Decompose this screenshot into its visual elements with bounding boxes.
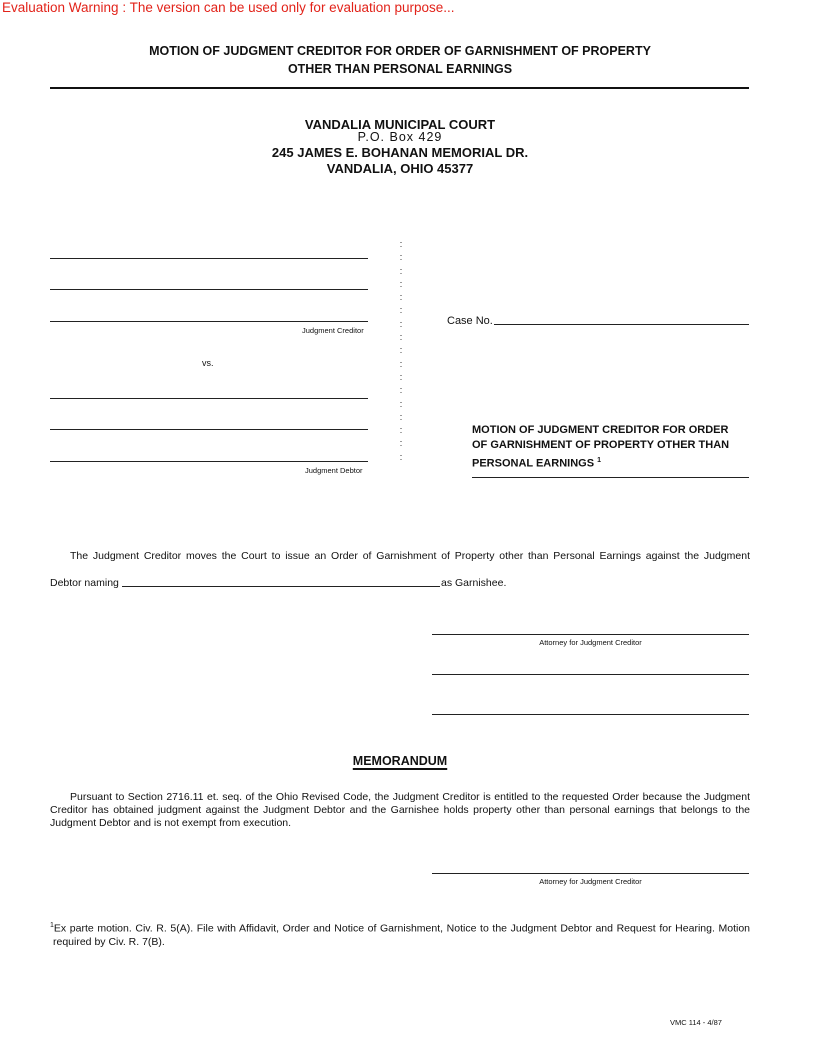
debtor-line-1[interactable]	[50, 398, 368, 399]
motion-text-line2-prefix: Debtor naming	[50, 577, 119, 589]
attorney-address-line-2[interactable]	[432, 714, 749, 715]
motion-title-underline	[472, 477, 749, 478]
court-po-box: P.O. Box 429	[357, 130, 443, 144]
attorney-signature-line[interactable]	[432, 634, 749, 635]
court-city: VANDALIA, OHIO 45377	[326, 161, 474, 176]
document-title-line1: MOTION OF JUDGMENT CREDITOR FOR ORDER OF GARNISHMENT OF PROPERTY	[149, 44, 651, 58]
debtor-line-2[interactable]	[50, 429, 368, 430]
attorney-signature-label: Attorney for Judgment Creditor	[539, 638, 642, 647]
case-no-field[interactable]	[494, 324, 749, 325]
judgment-creditor-label: Judgment Creditor	[302, 326, 364, 335]
motion-text-line2-suffix: as Garnishee.	[441, 577, 507, 589]
memorandum-text-line3: Judgment Debtor and is not exempt from execution.	[50, 817, 292, 829]
motion-title-block	[472, 423, 729, 472]
caption-colon-column: : : : : : : : : : : : : : : : : :	[399, 239, 403, 462]
memorandum-attorney-signature-line[interactable]	[432, 873, 749, 874]
memorandum-text-line2: Creditor has obtained judgment against the Judgment Debtor and the Garnishee holds property other than personal earnings that belongs to the	[50, 804, 750, 816]
garnishee-name-field[interactable]	[122, 586, 440, 587]
memorandum-text-line1: Pursuant to Section 2716.11 et. seq. of the Ohio Revised Code, the Judgment Creditor is entitled to the requested Order because the Judgment	[70, 791, 750, 803]
court-street: 245 JAMES E. BOHANAN MEMORIAL DR.	[271, 145, 529, 160]
evaluation-watermark: Evaluation Warning : The version can be used only for evaluation purpose...	[2, 0, 455, 15]
motion-title-line1: MOTION OF JUDGMENT CREDITOR FOR ORDER	[472, 424, 729, 436]
memorandum-heading: MEMORANDUM	[352, 754, 448, 768]
document-title-line2: OTHER THAN PERSONAL EARNINGS	[287, 62, 513, 76]
vs-label: vs.	[202, 358, 214, 368]
form-number: VMC 114 - 4/87	[670, 1018, 722, 1027]
creditor-line-1[interactable]	[50, 258, 368, 259]
attorney-address-line-1[interactable]	[432, 674, 749, 675]
motion-text-line1: The Judgment Creditor moves the Court to issue an Order of Garnishment of Property other than Personal Earnings against the Judgment	[70, 550, 750, 562]
footnote-number: 1	[50, 922, 54, 929]
case-no-label: Case No.	[447, 315, 493, 327]
footnote-line2: required by Civ. R. 7(B).	[53, 936, 165, 948]
creditor-line-3[interactable]	[50, 321, 368, 322]
court-name: VANDALIA MUNICIPAL COURT	[304, 117, 496, 132]
motion-title-line3: PERSONAL EARNINGS $^1$	[472, 457, 602, 470]
motion-title-line2: OF GARNISHMENT OF PROPERTY OTHER THAN	[472, 439, 730, 451]
judgment-debtor-label: Judgment Debtor	[305, 466, 363, 475]
creditor-line-2[interactable]	[50, 289, 368, 290]
memorandum-attorney-label: Attorney for Judgment Creditor	[539, 877, 642, 886]
header-rule	[50, 87, 749, 89]
footnote-line1: $^1$Ex parte motion. Civ. R. 5(A). File with Affidavit, Order and Notice of Garnishment, Notice to the Judgment Debtor and Request for Hearing. Motion	[50, 922, 750, 935]
debtor-line-3[interactable]	[50, 461, 368, 462]
memorandum-heading-wrap	[0, 752, 800, 770]
footnote-marker: 1	[597, 457, 602, 464]
